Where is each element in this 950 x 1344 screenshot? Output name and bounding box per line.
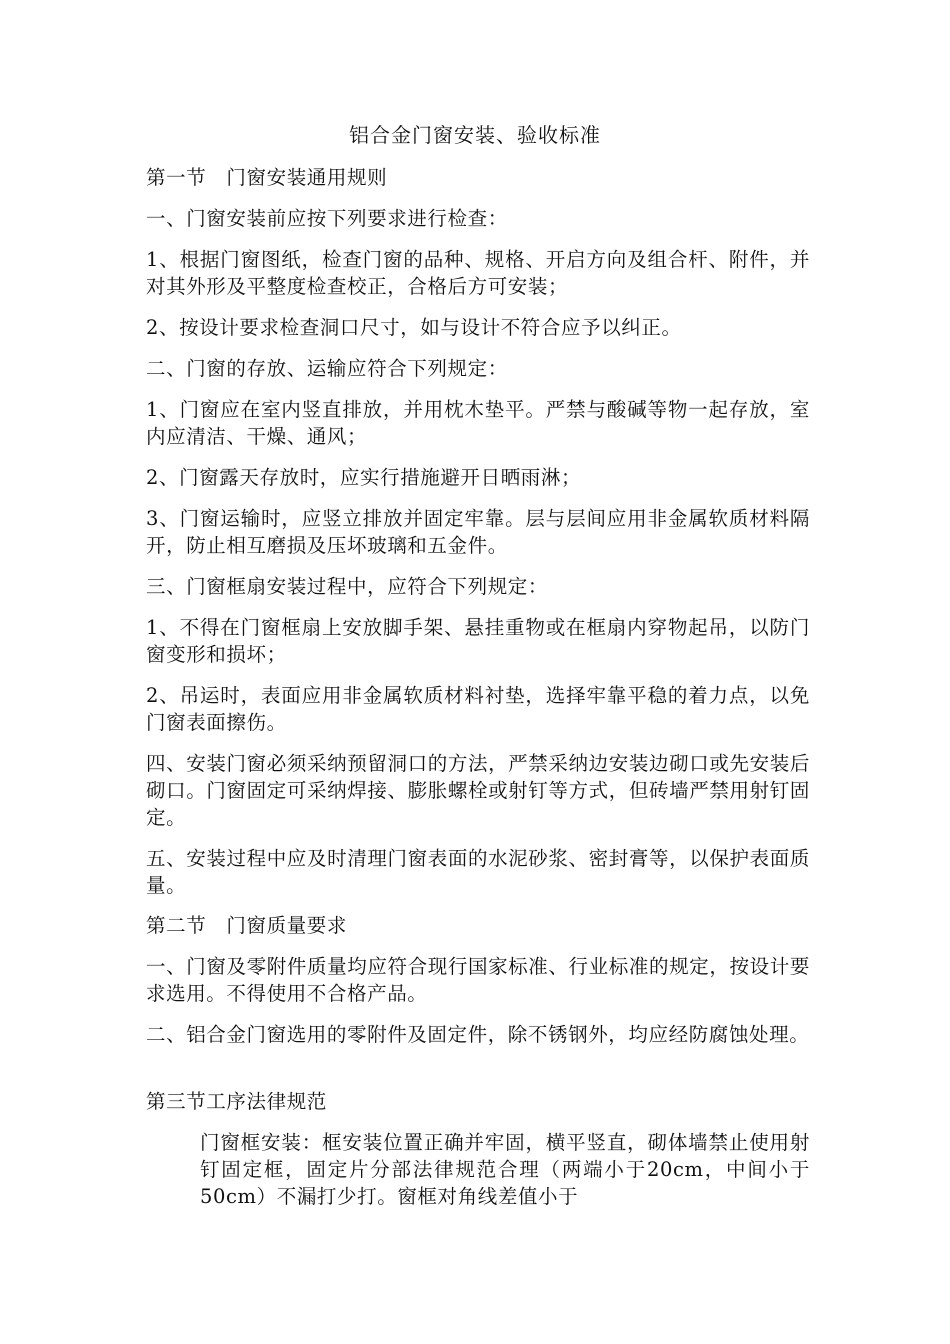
- paragraph: 3、门窗运输时，应竖立排放并固定牢靠。层与层间应用非金属软质材料隔开，防止相互磨损及压坏玻璃和五金件。: [146, 507, 810, 557]
- paragraph: 四、安装门窗必须采纳预留洞口的方法，严禁采纳边安装边砌口或先安装后砌口。门窗固定可采纳焊接、膨胀螺栓或射钉等方式，但砖墙严禁用射钉固定。: [146, 752, 810, 829]
- paragraph: 五、安装过程中应及时清理门窗表面的水泥砂浆、密封膏等，以保护表面质量。: [146, 847, 810, 897]
- section-heading-3: 第三节工序法律规范: [146, 1090, 327, 1113]
- document-title: 铝合金门窗安装、验收标准: [349, 123, 601, 147]
- section-heading-1: 第一节 门窗安装通用规则: [146, 166, 388, 189]
- paragraph: 一、门窗安装前应按下列要求进行检查：: [146, 207, 508, 230]
- paragraph: 1、门窗应在室内竖直排放，并用枕木垫平。严禁与酸碱等物一起存放，室内应清洁、干燥、通风；: [146, 398, 810, 448]
- paragraph: 三、门窗框扇安装过程中，应符合下列规定：: [146, 575, 549, 598]
- section-heading-2: 第二节 门窗质量要求: [146, 914, 348, 937]
- paragraph: 2、按设计要求检查洞口尺寸，如与设计不符合应予以纠正。: [146, 316, 682, 339]
- paragraph: 门窗框安装：框安装位置正确并牢固，横平竖直，砌体墙禁止使用射钉固定框，固定片分部法律规范合理（两端小于20cm，中间小于50cm）不漏打少打。窗框对角线差值小于: [200, 1131, 810, 1208]
- paragraph: 2、门窗露天存放时，应实行措施避开日晒雨淋；: [146, 466, 582, 489]
- paragraph: 二、铝合金门窗选用的零附件及固定件，除不锈钢外，均应经防腐蚀处理。: [146, 1023, 810, 1046]
- paragraph: 2、吊运时，表面应用非金属软质材料衬垫，选择牢靠平稳的着力点，以免门窗表面擦伤。: [146, 684, 810, 734]
- paragraph: 一、门窗及零附件质量均应符合现行国家标准、行业标准的规定，按设计要求选用。不得使用不合格产品。: [146, 955, 810, 1005]
- paragraph: 1、不得在门窗框扇上安放脚手架、悬挂重物或在框扇内穿物起吊，以防门窗变形和损坏；: [146, 616, 810, 666]
- paragraph: 二、门窗的存放、运输应符合下列规定：: [146, 357, 508, 380]
- paragraph: 1、根据门窗图纸，检查门窗的品种、规格、开启方向及组合杆、附件，并对其外形及平整度检查校正，合格后方可安装；: [146, 248, 810, 298]
